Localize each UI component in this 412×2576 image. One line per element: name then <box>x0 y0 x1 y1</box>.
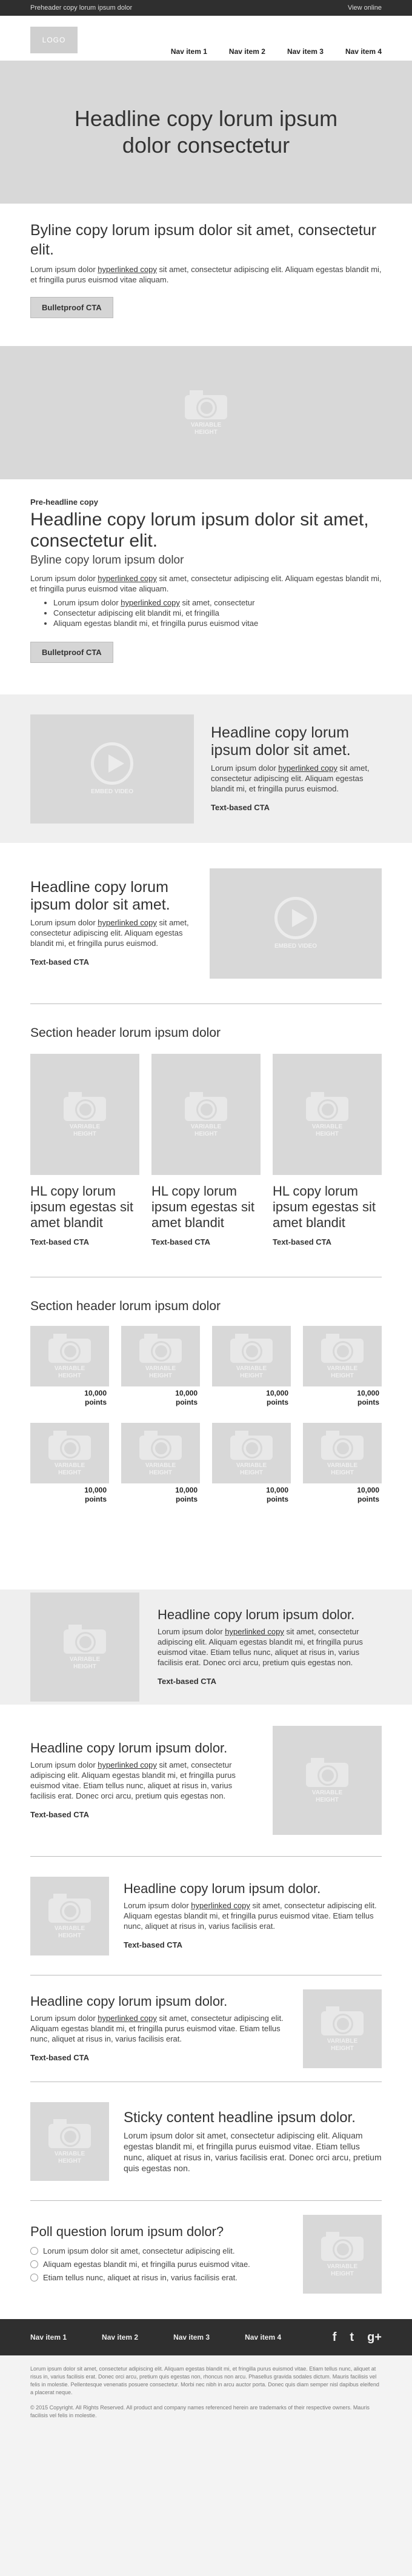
video-1-cta[interactable]: Text-based CTA <box>211 803 270 812</box>
intro-body-text-2: sit amet, consectetur adipiscing elit. Aliquam egestas blandit mi, et fringilla purus euismod vitae aliquam. <box>30 265 382 284</box>
column-card <box>30 1054 139 1248</box>
points-image[interactable] <box>303 1423 382 1483</box>
camera-icon <box>230 1429 273 1460</box>
points-unit: points <box>267 1495 288 1503</box>
image-label: VARIABLE <box>327 2037 358 2045</box>
feature-section-4 <box>0 1975 412 2082</box>
image-label: VARIABLE <box>236 1365 267 1372</box>
bullet-text: Aliquam egestas blandit mi, et fringilla purus euismod vitae <box>53 619 259 628</box>
camera-icon <box>48 1429 91 1460</box>
video-1-headline: Headline copy lorum ipsum dolor sit amet. <box>211 724 351 759</box>
hero-banner <box>0 61 412 204</box>
image-label-2: HEIGHT <box>58 1373 81 1379</box>
image-label: VARIABLE <box>69 1123 101 1130</box>
points-unit: points <box>357 1398 379 1406</box>
bullet-item <box>53 597 382 608</box>
image-label-2: HEIGHT <box>240 1373 263 1379</box>
feature-3-body-text: Lorum ipsum dolor <box>124 1901 191 1910</box>
points-value-block <box>121 1483 200 1504</box>
feature-3-headline: Headline copy lorum ipsum dolor. <box>124 1881 321 1896</box>
video-thumbnail[interactable] <box>210 868 382 979</box>
feature-section-3 <box>0 1857 412 1975</box>
sticky-image[interactable] <box>30 2102 109 2181</box>
intro-cta-button[interactable]: Bulletproof CTA <box>30 297 113 318</box>
points-unit: points <box>85 1398 107 1406</box>
camera-icon <box>230 1333 273 1363</box>
full-width-image <box>0 346 412 479</box>
image-label-2: HEIGHT <box>58 2157 81 2165</box>
poll-option-label: Aliquam egestas blandit mi, et fringilla purus euismod vitae. <box>43 2259 250 2269</box>
radio-icon[interactable] <box>30 2260 38 2268</box>
feature-1-text <box>158 1607 382 1687</box>
points-image[interactable] <box>121 1326 200 1386</box>
feature-4-body-text-2: sit amet, consectetur adipiscing elit. Aliquam egestas blandit mi, et fringilla purus euismod vitae. Etiam tellus nunc, aliquet at risus in, varius facilisis erat. <box>30 2014 284 2043</box>
article-cta-button[interactable]: Bulletproof CTA <box>30 642 113 663</box>
image-label-2: HEIGHT <box>149 1469 172 1476</box>
points-card <box>212 1326 291 1407</box>
radio-icon[interactable] <box>30 2247 38 2255</box>
legal-footer <box>0 2355 412 2438</box>
header <box>0 16 412 61</box>
feature-1-cta[interactable]: Text-based CTA <box>158 1677 217 1686</box>
feature-2-hyperlink[interactable]: hyperlinked copy <box>98 1760 157 1769</box>
video-1-text <box>211 724 380 813</box>
image-label: VARIABLE <box>69 1656 101 1663</box>
camera-icon <box>321 2005 364 2035</box>
image-label-2: HEIGHT <box>73 1663 96 1670</box>
intro-hyperlink[interactable]: hyperlinked copy <box>98 265 157 274</box>
intro-body-text: Lorum ipsum dolor <box>30 265 98 274</box>
article-headline: Headline copy lorum ipsum dolor sit amet, consectetur elit. <box>30 510 369 551</box>
points-card <box>303 1326 382 1407</box>
points-value: 10,000 <box>266 1389 288 1397</box>
column-image[interactable] <box>273 1054 382 1175</box>
feature-1-body-text-2: sit amet, consectetur adipiscing elit. Aliquam egestas blandit mi, et fringilla purus euismod vitae. Etiam tellus nunc, aliquet at risus in, varius facilisis erat. Donec orci arcu, pretium quis egestas non. <box>158 1627 363 1667</box>
camera-icon <box>48 1892 91 1923</box>
video-1-body <box>211 763 380 794</box>
feature-3-body <box>124 1900 382 1931</box>
camera-icon <box>321 1429 364 1460</box>
article-body-text-2: sit amet, consectetur adipiscing elit. Aliquam egestas blandit mi, et fringilla purus euismod vitae aliquam. <box>30 574 382 593</box>
footer-nav-item-1[interactable]: Nav item 1 <box>30 2333 67 2341</box>
footer-nav-item-2[interactable]: Nav item 2 <box>102 2333 139 2341</box>
intro-body <box>30 264 382 285</box>
image-label-2: HEIGHT <box>331 1373 354 1379</box>
camera-icon <box>306 1091 348 1121</box>
feature-4-headline: Headline copy lorum ipsum dolor. <box>30 1994 228 2009</box>
image-label: VARIABLE <box>327 2263 358 2270</box>
poll-option-label: Etiam tellus nunc, aliquet at risus in, varius facilisis erat. <box>43 2272 238 2282</box>
footer-nav-item-3[interactable]: Nav item 3 <box>173 2333 210 2341</box>
feature-2-headline: Headline copy lorum ipsum dolor. <box>30 1740 228 1756</box>
feature-3-hyperlink[interactable]: hyperlinked copy <box>191 1901 250 1910</box>
poll-section <box>0 2201 412 2307</box>
image-label-2: HEIGHT <box>149 1373 172 1379</box>
image-label: VARIABLE <box>311 1123 343 1130</box>
bullet-item <box>53 608 382 618</box>
points-unit: points <box>267 1398 288 1406</box>
feature-2-text <box>30 1740 254 1820</box>
image-label: VARIABLE <box>236 1462 267 1469</box>
image-label: VARIABLE <box>54 1462 85 1469</box>
twitter-icon[interactable]: t <box>350 2330 354 2344</box>
image-label-2: HEIGHT <box>331 1469 354 1476</box>
video-section-2 <box>0 843 412 1003</box>
points-image[interactable] <box>30 1423 109 1483</box>
points-value: 10,000 <box>175 1486 198 1494</box>
image-label-2: HEIGHT <box>58 1469 81 1476</box>
image-label: VARIABLE <box>54 2150 85 2157</box>
feature-2-body <box>30 1760 254 1801</box>
poll-image[interactable] <box>303 2215 382 2294</box>
image-label: VARIABLE <box>54 1365 85 1372</box>
camera-icon <box>185 1091 227 1121</box>
points-card <box>121 1423 200 1504</box>
image-label-2: HEIGHT <box>316 1131 339 1137</box>
points-image[interactable] <box>30 1326 109 1386</box>
camera-icon <box>48 2118 91 2148</box>
points-value: 10,000 <box>357 1486 379 1494</box>
video-thumbnail[interactable] <box>30 714 194 824</box>
video-1-body-text-2: sit amet, consectetur adipiscing elit. Aliquam egestas blandit mi, et fringilla purus euismod. <box>211 764 370 793</box>
points-value: 10,000 <box>357 1389 379 1397</box>
points-unit: points <box>85 1495 107 1503</box>
article-bullets <box>30 597 382 628</box>
video-label: EMBED VIDEO <box>274 942 317 950</box>
camera-icon <box>321 1333 364 1363</box>
three-col-header: Section header lorum ipsum dolor <box>30 1026 221 1040</box>
video-2-body-text-2: sit amet, consectetur adipiscing elit. Aliquam egestas blandit mi, et fringilla purus euismod. <box>30 918 189 948</box>
points-value-block <box>212 1483 291 1504</box>
camera-icon <box>321 2231 364 2261</box>
feature-2-body-text: Lorum ipsum dolor <box>30 1760 98 1769</box>
feature-4-cta[interactable]: Text-based CTA <box>30 2053 90 2062</box>
hero-headline: Headline copy lorum ipsum dolor consectetur <box>74 106 338 158</box>
image-label: VARIABLE <box>327 1462 358 1469</box>
camera-icon <box>306 1757 348 1787</box>
video-2-headline: Headline copy lorum ipsum dolor sit amet. <box>30 879 170 913</box>
column-headline: HL copy lorum ipsum egestas sit amet blandit <box>273 1183 376 1230</box>
feature-section-2 <box>0 1705 412 1856</box>
bullet-text: Consectetur adipiscing elit blandit mi, et fringilla <box>53 608 219 617</box>
play-icon <box>274 897 317 939</box>
camera-icon <box>139 1333 182 1363</box>
feature-3-cta[interactable]: Text-based CTA <box>124 1940 183 1949</box>
legal-text: Lorum ipsum dolor sit amet, consectetur adipiscing elit. Aliquam egestas blandit mi, et fringilla purus euismod vitae. Etiam tellus nunc, aliquet at risus in, varius facilisis erat. Donec orci arcu, pretium quis egestas non, rhoncus non arcu. Phasellus gravida sodales dictum. Mauris facilisis vel felis in molestie. Pellentesque venenatis posuere consectetur. Morbi nec nibh in arcu auctor porta. Donec quis diam semper nisl dapibus eleifend a placerat neque. <box>30 2366 379 2395</box>
bullet-hyperlink[interactable]: hyperlinked copy <box>121 598 180 607</box>
bullet-text: Lorum ipsum dolor <box>53 598 121 607</box>
image-label-2: HEIGHT <box>316 1797 339 1803</box>
article-section <box>0 479 412 694</box>
preheader-text: Preheader copy lorum ipsum dolor <box>30 4 133 12</box>
column-cta[interactable]: Text-based CTA <box>151 1237 211 1246</box>
video-2-body <box>30 917 189 948</box>
image-label-2: HEIGHT <box>194 429 218 436</box>
video-2-hyperlink[interactable]: hyperlinked copy <box>98 918 157 927</box>
video-section-1 <box>0 694 412 843</box>
view-online-link[interactable]: View online <box>347 4 382 12</box>
poll-option[interactable] <box>30 2258 288 2271</box>
image-label: VARIABLE <box>145 1365 176 1372</box>
bullet-text-2: sit amet, consectetur <box>179 598 255 607</box>
article-hyperlink[interactable]: hyperlinked copy <box>98 574 157 583</box>
sticky-text <box>124 2109 382 2174</box>
points-value: 10,000 <box>175 1389 198 1397</box>
feature-4-text <box>30 1994 288 2063</box>
points-image[interactable] <box>121 1423 200 1483</box>
points-unit: points <box>357 1495 379 1503</box>
nav-item-4[interactable]: Nav item 4 <box>345 47 382 56</box>
feature-4-body <box>30 2013 288 2044</box>
image-label: VARIABLE <box>190 1123 222 1130</box>
intro-section <box>0 204 412 346</box>
points-card <box>121 1326 200 1407</box>
points-value-block <box>303 1483 382 1504</box>
image-label: VARIABLE <box>145 1462 176 1469</box>
video-1-hyperlink[interactable]: hyperlinked copy <box>278 764 337 773</box>
camera-icon <box>185 389 227 419</box>
feature-image[interactable] <box>303 1989 382 2068</box>
image-label: VARIABLE <box>311 1789 343 1796</box>
column-headline: HL copy lorum ipsum egestas sit amet blandit <box>151 1183 254 1230</box>
sticky-body: Lorum ipsum dolor sit amet, consectetur adipiscing elit. Aliquam egestas blandit mi, et fringilla purus euismod vitae. Etiam tellus nunc, aliquet at risus in, varius facilisis erat. Donec orci arcu, pretium quis egestas non. <box>124 2130 382 2173</box>
footer-nav-item-4[interactable]: Nav item 4 <box>245 2333 282 2341</box>
facebook-icon[interactable]: f <box>332 2330 337 2344</box>
camera-icon <box>139 1429 182 1460</box>
feature-image[interactable] <box>30 1877 109 1955</box>
poll-option[interactable] <box>30 2245 288 2258</box>
feature-1-hyperlink[interactable]: hyperlinked copy <box>225 1627 284 1636</box>
copyright-text: © 2015 Copyright. All Rights Reserved. All product and company names referenced herein are trademarks of their respective owners. Mauris facilisis vel felis in molestie. <box>30 2405 370 2418</box>
logo[interactable]: LOGO <box>30 27 78 53</box>
points-value-block <box>30 1483 109 1504</box>
points-card <box>212 1423 291 1504</box>
image-label: VARIABLE <box>327 1365 358 1372</box>
feature-4-body-text: Lorum ipsum dolor <box>30 2014 98 2023</box>
image-label-2: HEIGHT <box>331 2045 354 2052</box>
article-body-text: Lorum ipsum dolor <box>30 574 98 583</box>
points-header: Section header lorum ipsum dolor <box>30 1299 221 1313</box>
camera-icon <box>64 1623 106 1654</box>
feature-image[interactable] <box>273 1726 382 1835</box>
footer-nav <box>0 2319 412 2355</box>
points-value: 10,000 <box>266 1486 288 1494</box>
points-value-block <box>121 1386 200 1407</box>
image-label-2: HEIGHT <box>240 1469 263 1476</box>
column-headline: HL copy lorum ipsum egestas sit amet blandit <box>30 1183 133 1230</box>
feature-2-cta[interactable]: Text-based CTA <box>30 1810 90 1819</box>
points-card <box>30 1326 109 1407</box>
camera-icon <box>48 1333 91 1363</box>
video-1-body-text: Lorum ipsum dolor <box>211 764 279 773</box>
points-card <box>303 1423 382 1504</box>
points-image[interactable] <box>303 1326 382 1386</box>
column-card <box>273 1054 382 1248</box>
feature-1-body-text: Lorum ipsum dolor <box>158 1627 225 1636</box>
points-value-block <box>303 1386 382 1407</box>
feature-3-body-text-2: sit amet, consectetur adipiscing elit. Aliquam egestas blandit mi, et fringilla purus euismod vitae. Etiam tellus nunc, aliquet at risus in, varius facilisis erat. <box>124 1901 377 1931</box>
points-card <box>30 1423 109 1504</box>
image-label-2: HEIGHT <box>58 1932 81 1939</box>
column-cta[interactable]: Text-based CTA <box>273 1237 332 1246</box>
footer <box>0 2319 412 2355</box>
column-image[interactable] <box>30 1054 139 1175</box>
points-value: 10,000 <box>84 1486 107 1494</box>
nav-item-3[interactable]: Nav item 3 <box>287 47 324 56</box>
column-card <box>151 1054 261 1248</box>
article-prehead: Pre-headline copy <box>30 498 98 507</box>
points-value-block <box>30 1386 109 1407</box>
feature-2-body-text-2: sit amet, consectetur adipiscing elit. Aliquam egestas blandit mi, et fringilla purus euismod vitae. Etiam tellus nunc, aliquet at risus in, varius facilisis erat. Donec orci arcu, pretium quis egestas non. <box>30 1760 236 1800</box>
video-2-body-text: Lorum ipsum dolor <box>30 918 98 927</box>
video-2-text <box>30 879 189 968</box>
points-image[interactable] <box>212 1326 291 1386</box>
feature-4-hyperlink[interactable]: hyperlinked copy <box>98 2014 157 2023</box>
nav-item-2[interactable]: Nav item 2 <box>228 47 265 56</box>
nav-item-1[interactable]: Nav item 1 <box>170 47 207 56</box>
points-section <box>0 1277 412 1589</box>
radio-icon[interactable] <box>30 2274 38 2281</box>
points-image[interactable] <box>212 1423 291 1483</box>
three-col-row <box>30 1054 382 1248</box>
column-cta[interactable]: Text-based CTA <box>30 1237 90 1246</box>
image-label-2: HEIGHT <box>194 1131 218 1137</box>
bullet-item <box>53 618 382 628</box>
sticky-section <box>0 2082 412 2200</box>
points-unit: points <box>176 1495 198 1503</box>
image-label-2: HEIGHT <box>331 2270 354 2277</box>
image-label: VARIABLE <box>54 1925 85 1932</box>
video-label: EMBED VIDEO <box>90 788 133 795</box>
play-icon <box>91 742 133 785</box>
image-label: VARIABLE <box>190 422 222 428</box>
points-unit: points <box>176 1398 198 1406</box>
three-column-section <box>0 1004 412 1277</box>
camera-icon <box>64 1091 106 1121</box>
feature-1-body <box>158 1626 382 1668</box>
points-value-block <box>212 1386 291 1407</box>
column-image[interactable] <box>151 1054 261 1175</box>
points-grid <box>30 1326 382 1504</box>
article-body <box>30 573 382 594</box>
header-nav <box>171 47 382 56</box>
poll-option-label: Lorum ipsum dolor sit amet, consectetur adipiscing elit. <box>43 2246 235 2255</box>
video-2-cta[interactable]: Text-based CTA <box>30 957 90 967</box>
article-byline: Byline copy lorum ipsum dolor <box>30 554 184 567</box>
feature-1-headline: Headline copy lorum ipsum dolor. <box>158 1607 355 1622</box>
sticky-headline: Sticky content headline ipsum dolor. <box>124 2109 356 2126</box>
feature-image[interactable] <box>30 1593 139 1702</box>
poll-question: Poll question lorum ipsum dolor? <box>30 2223 224 2239</box>
points-value: 10,000 <box>84 1389 107 1397</box>
feature-section-1 <box>0 1589 412 1705</box>
poll-content <box>30 2224 288 2285</box>
preheader-bar <box>0 0 412 16</box>
poll-option[interactable] <box>30 2271 288 2285</box>
google-plus-icon[interactable]: g+ <box>367 2330 382 2344</box>
feature-3-text <box>124 1881 382 1951</box>
intro-byline: Byline copy lorum ipsum dolor sit amet, consectetur elit. <box>30 222 377 258</box>
image-label-2: HEIGHT <box>73 1131 96 1137</box>
social-links <box>333 2331 382 2345</box>
